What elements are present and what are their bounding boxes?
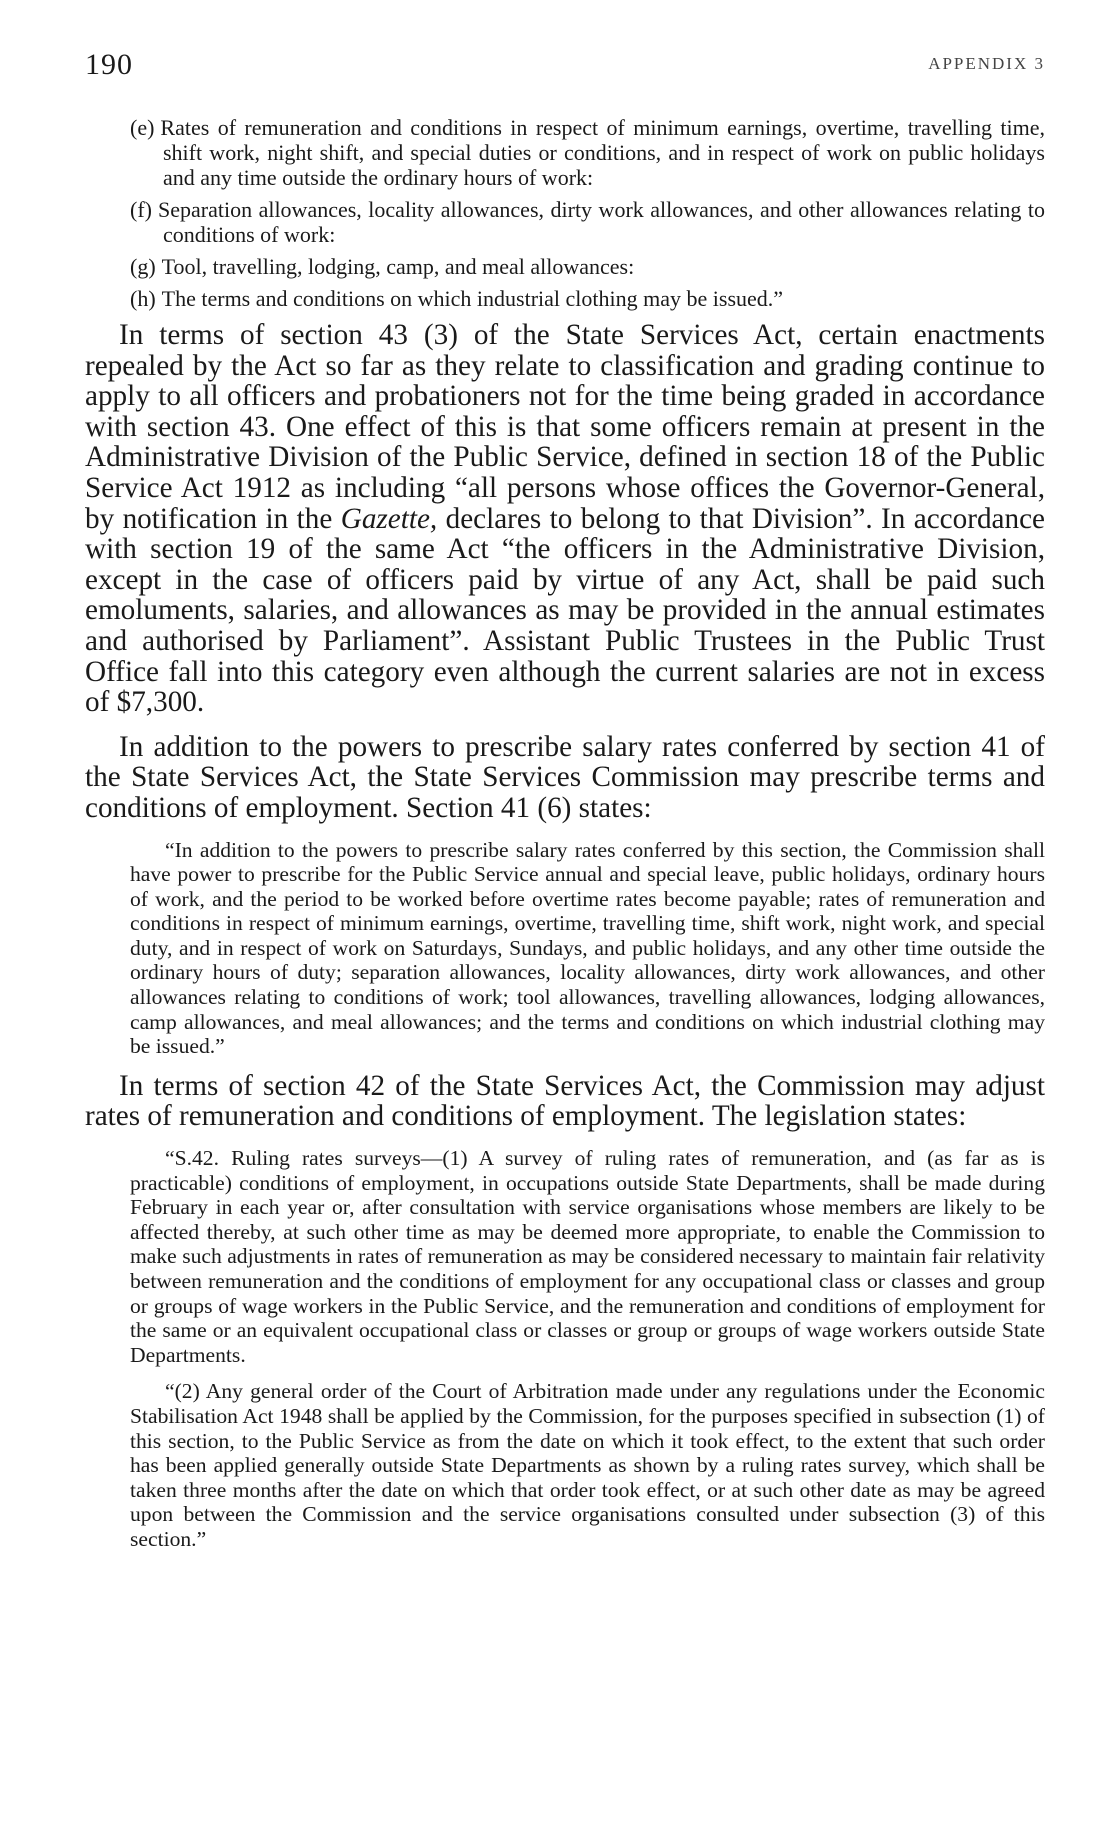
gazette-italic: Gazette,: [340, 502, 438, 535]
list-item: [130, 197, 1045, 247]
list-item-label: (e): [130, 115, 155, 140]
list-item: [130, 254, 1045, 279]
quoted-list: [130, 115, 1045, 311]
block-quote-s42-1: “S.42. Ruling rates surveys—(1) A survey of ruling rates of remuneration, and (as far as is practicable) conditions of employment, in occupations outside State Departments, shall be made during February in each year or, after consultation with service organisations whose members are likely to be affected thereby, at such other time as may be deemed more appropriate, to enable the Commission to make such adjustments in rates of remuneration as may be considered necessary to maintain fair relativity between remuneration and the conditions of employment for any occupational class or classes and group or groups of wage workers in the Public Service, and the remuneration and conditions of employment for the same or an equivalent occupational class or classes or group or groups of wage workers outside State Departments.: [130, 1146, 1045, 1367]
page-header: [85, 0, 1045, 90]
list-item-label: (f): [130, 197, 152, 222]
document-page: [85, 0, 1045, 1564]
list-item-text: The terms and conditions on which industrial clothing may be issued.”: [161, 286, 784, 311]
body-paragraph-section-42: In terms of section 42 of the State Services Act, the Commission may adjust rates of remuneration and conditions of employment. The legislation states:: [85, 1069, 1045, 1133]
list-item-label: (g): [130, 254, 156, 279]
body-paragraph-section-43: [85, 320, 1045, 718]
list-item: [130, 115, 1045, 190]
body-paragraph-section-41: In addition to the powers to prescribe salary rates conferred by section 41 of the State Services Act, the State Services Commission may prescribe terms and conditions of employment. Section 41 (6) states:: [85, 730, 1045, 824]
list-item-text: Tool, travelling, lodging, camp, and meal allowances:: [161, 254, 635, 279]
page-number: 190: [85, 48, 133, 81]
paragraph-text: In terms of section 43 (3) of the State Services Act, certain enactments repealed by the Act so far as they relate to classification and grading continue to apply to all officers and probationers not for the time being graded in accordance with section 43. One effect of this is that some officers remain at present in the Administrative Division of the Public Service, defined in section 18 of the Public Service Act 1912 as including “all persons whose offices the Governor-General, by notification in the: [85, 319, 1045, 535]
list-item-label: (h): [130, 286, 156, 311]
list-item-text: Rates of remuneration and conditions in respect of minimum earnings, overtime, travelling time, shift work, night shift, and special duties or conditions, and in respect of work on public holidays and any time outside the ordinary hours of work:: [160, 115, 1045, 190]
list-item-text: Separation allowances, locality allowances, dirty work allowances, and other allowances relating to conditions of work:: [157, 197, 1045, 247]
block-quote-section-41-6: “In addition to the powers to prescribe salary rates conferred by this section, the Commission shall have power to prescribe for the Public Service annual and special leave, public holidays, ordinary hours of work, and the period to be worked before overtime rates become payable; rates of remuneration and conditions in respect of minimum earnings, overtime, travelling time, shift work, night work, and special duty, and in respect of work on Saturdays, Sundays, and public holidays, and any other time outside the ordinary hours of duty; separation allowances, locality allowances, dirty work allowances, and other allowances relating to conditions of work; tool allowances, travelling allowances, lodging allowances, camp allowances, and meal allowances; and the terms and conditions on which industrial clothing may be issued.”: [130, 837, 1045, 1059]
block-quote-s42-2: “(2) Any general order of the Court of Arbitration made under any regulations under the Economic Stabilisation Act 1948 shall be applied by the Commission, for the purposes specified in subsection (1) of this section, to the Public Service as from the date on which it took effect, to the extent that such order has been applied generally outside State Departments as shown by a ruling rates survey, which shall be taken three months after the date on which that order took effect, or at such other date as may be agreed upon between the Commission and the service organisations consulted under subsection (3) of this section.”: [130, 1379, 1045, 1551]
running-head: APPENDIX 3: [928, 54, 1045, 73]
paragraph-text: declares to belong to that Division”. In accordance with section 19 of the same Act “the officers in the Administrative Division, except in the case of officers paid by virtue of any Act, shall be paid such emoluments, salaries, and allowances as may be provided in the annual estimates and authorised by Parliament”. Assistant Public Trustees in the Public Trust Office fall into this category even although the current salaries are not in excess of $7,300.: [85, 502, 1045, 719]
list-item: [130, 286, 1045, 311]
